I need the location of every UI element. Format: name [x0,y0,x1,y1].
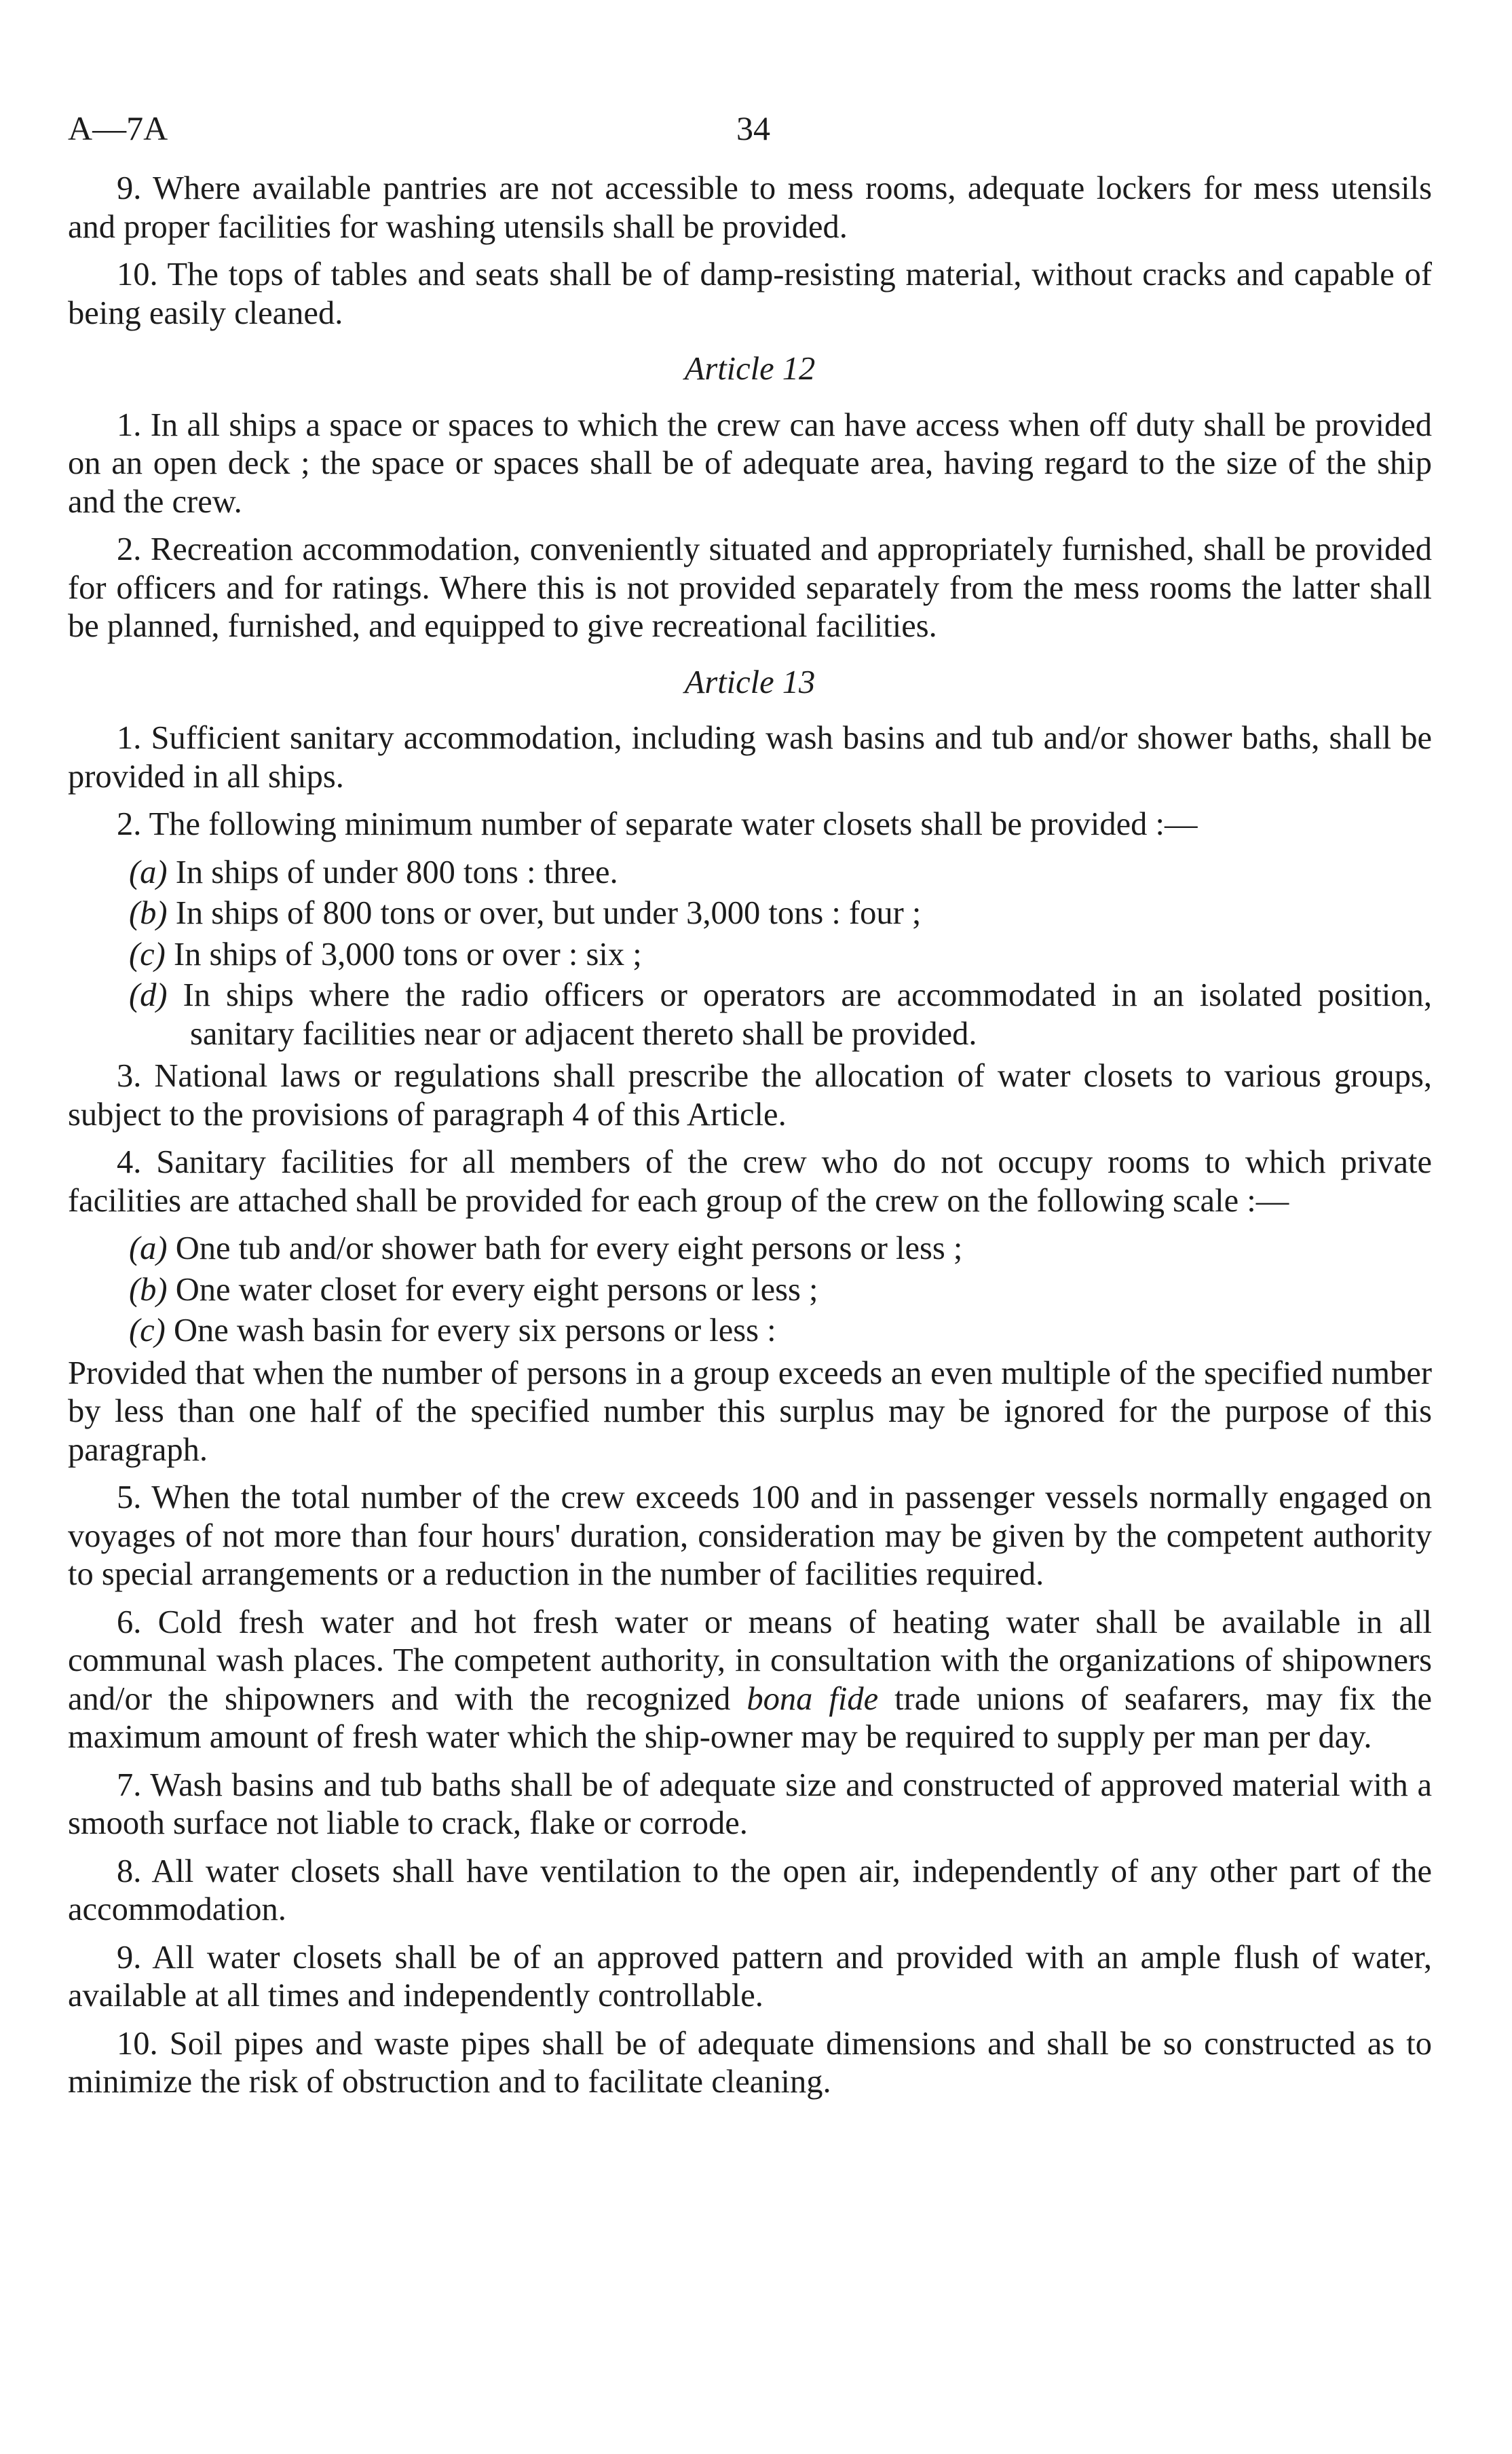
list-item-label: (c) [129,936,166,973]
list-item [68,977,1432,1053]
proviso-paragraph: Provided that when the number of persons in a group exceeds an even multiple of the specified number by less than one half of the specified number this surplus may be ignored for the purpose of this paragraph. [68,1355,1432,1468]
document-reference: A—7A [68,109,168,147]
list-item-text: One tub and/or shower bath for every eight persons or less ; [175,1230,963,1266]
list-item-label: (b) [129,1271,168,1308]
list-item-label: (c) [129,1313,166,1348]
list-item-label: (a) [129,1230,168,1266]
list-item-label: (a) [129,854,168,890]
document-page [68,109,1432,2111]
paragraph: 2. Recreation accommodation, conveniently situated and appropriately furnished, shall be provided for officers and for ratings. Where this is not provided separately from the mess rooms the latter shall be planned, furnished, and equipped to give recreational facilities. [68,531,1432,644]
list-item-label: (d) [129,977,168,1013]
list-item-text: In ships of 800 tons or over, but under 3,000 tons : four ; [175,895,922,931]
paragraph-text: trade unions of seafarers, may fix the maximum amount of fresh water which the ship-owner may be required to supply per man per day. [68,1680,1432,1755]
paragraph: 9. All water closets shall be of an approved pattern and provided with an ample flush of water, available at all times and independently controllable. [68,1939,1432,2014]
paragraph: 1. Sufficient sanitary accommodation, including wash basins and tub and/or shower baths, shall be provided in all ships. [68,720,1432,795]
article-heading: Article 13 [684,664,816,700]
list-item-label: (b) [129,895,168,931]
paragraph: 3. National laws or regulations shall prescribe the allocation of water closets to various groups, subject to the provisions of paragraph 4 of this Article. [68,1058,1432,1133]
paragraph: 9. Where available pantries are not accessible to mess rooms, adequate lockers for mess utensils and proper facilities for washing utensils shall be provided. [68,170,1432,245]
paragraph: 5. When the total number of the crew exceeds 100 and in passenger vessels normally engaged on voyages of not more than four hours' duration, consideration may be given by the competent authority to special arrangements or a reduction in the number of facilities required. [68,1479,1432,1592]
list-item-text: One wash basin for every six persons or less : [173,1313,776,1348]
article-heading: Article 12 [684,351,816,387]
paragraph-text: 6. Cold fresh water and hot fresh water or means of heating water shall be available in all communal wash places. The competent authority, in consultation with the organizations of shipowners and/or the shipowners and with the recognized [68,1604,1432,1717]
paragraph: 2. The following minimum number of separate water closets shall be provided :— [117,806,1198,842]
paragraph: 4. Sanitary facilities for all members of the crew who do not occupy rooms to which private facilities are attached shall be provided for each group of the crew on the following scale :— [68,1144,1432,1219]
italic-phrase: bona fide [746,1680,879,1717]
paragraph: 8. All water closets shall have ventilation to the open air, independently of any other part of the accommodation. [68,1853,1432,1927]
list-item [68,936,1432,975]
list-item [68,894,1432,933]
paragraph: 10. Soil pipes and waste pipes shall be of adequate dimensions and shall be so constructed as to minimize the risk of obstruction and to facilitate cleaning. [68,2025,1432,2100]
list-item-text: One water closet for every eight persons or less ; [175,1271,818,1308]
page-header [68,109,1432,170]
list-item-text: In ships of 3,000 tons or over : six ; [173,936,642,973]
page-number: 34 [736,109,770,147]
list-item-text: In ships where the radio officers or operators are accommodated in an isolated position, sanitary facilities near or adjacent thereto shall be provided. [183,977,1432,1052]
list-item [68,1312,1432,1351]
list-item [68,854,1432,892]
paragraph: 10. The tops of tables and seats shall be of damp-resisting material, without cracks and capable of being easily cleaned. [68,257,1432,331]
paragraph [68,1604,1432,1757]
paragraph: 7. Wash basins and tub baths shall be of adequate size and constructed of approved material with a smooth surface not liable to crack, flake or corrode. [68,1767,1432,1841]
list-item-text: In ships of under 800 tons : three. [175,854,618,890]
paragraph: 1. In all ships a space or spaces to which the crew can have access when off duty shall be provided on an open deck ; the space or spaces shall be of adequate area, having regard to the size of the ship and the crew. [68,407,1432,520]
list-item [68,1271,1432,1310]
list-item [68,1230,1432,1268]
